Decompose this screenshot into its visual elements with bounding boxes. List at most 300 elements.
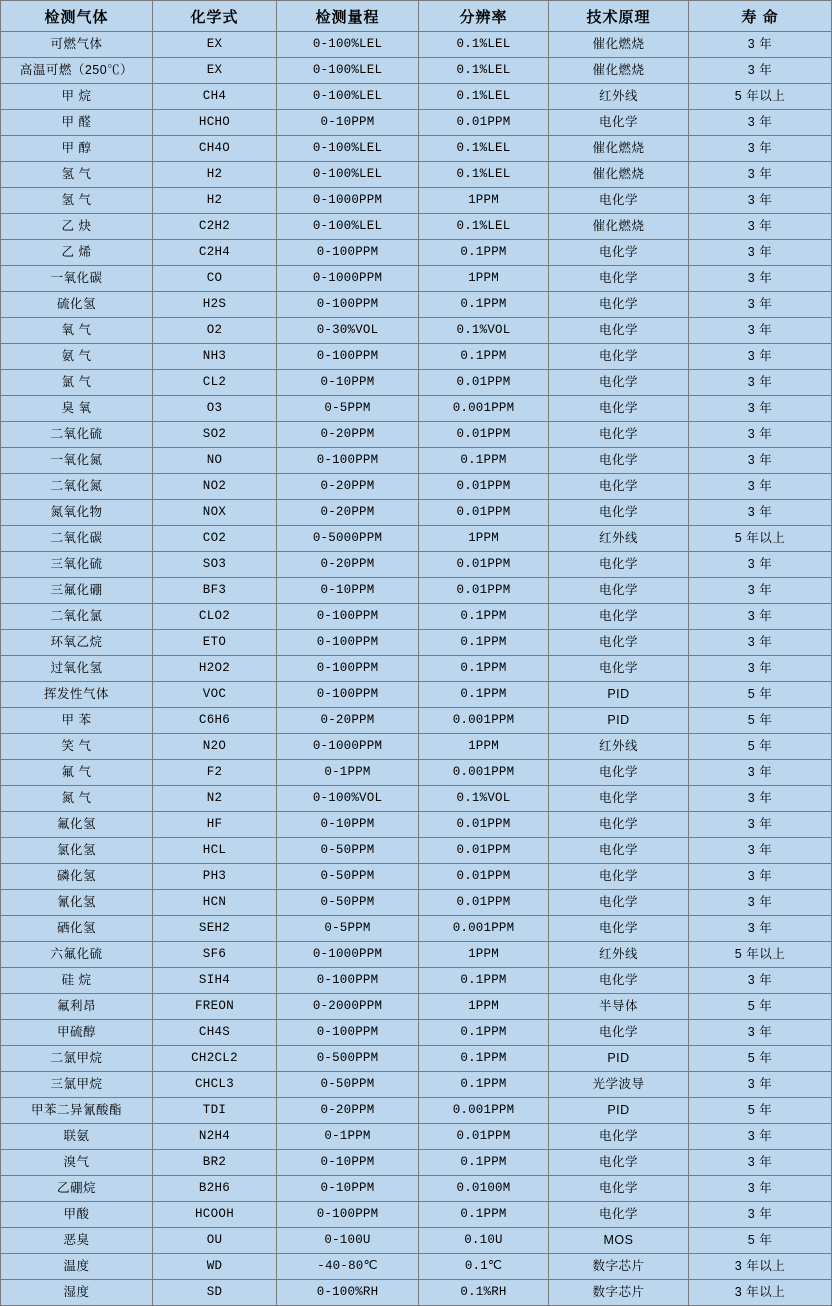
- cell-lifetime: 3 年: [689, 786, 832, 812]
- cell-resolution: 0.1PPM: [419, 630, 549, 656]
- cell-technology: 电化学: [549, 396, 689, 422]
- cell-resolution: 0.01PPM: [419, 890, 549, 916]
- cell-resolution: 0.1%LEL: [419, 32, 549, 58]
- cell-resolution: 0.01PPM: [419, 578, 549, 604]
- cell-technology: 红外线: [549, 526, 689, 552]
- cell-gas-name: 一氧化碳: [1, 266, 153, 292]
- table-row: [1, 864, 832, 890]
- cell-resolution: 0.1PPM: [419, 344, 549, 370]
- cell-technology: 催化燃烧: [549, 58, 689, 84]
- cell-lifetime: 3 年: [689, 448, 832, 474]
- cell-lifetime: 3 年: [689, 474, 832, 500]
- cell-lifetime: 3 年: [689, 318, 832, 344]
- cell-lifetime: 5 年: [689, 994, 832, 1020]
- column-header-resolution: 分辨率: [419, 1, 549, 32]
- cell-chemical-formula: H2S: [153, 292, 277, 318]
- cell-technology: 电化学: [549, 838, 689, 864]
- cell-resolution: 0.0100M: [419, 1176, 549, 1202]
- cell-gas-name: 笑 气: [1, 734, 153, 760]
- cell-gas-name: 甲苯二异氰酸酯: [1, 1098, 153, 1124]
- cell-technology: 催化燃烧: [549, 214, 689, 240]
- cell-technology: PID: [549, 708, 689, 734]
- cell-gas-name: 恶臭: [1, 1228, 153, 1254]
- cell-gas-name: 过氧化氢: [1, 656, 153, 682]
- cell-resolution: 0.1%VOL: [419, 786, 549, 812]
- cell-gas-name: 二氧化氯: [1, 604, 153, 630]
- cell-technology: 电化学: [549, 916, 689, 942]
- cell-lifetime: 3 年: [689, 864, 832, 890]
- table-row: [1, 578, 832, 604]
- cell-technology: 电化学: [549, 552, 689, 578]
- cell-technology: 电化学: [549, 656, 689, 682]
- table-row: [1, 552, 832, 578]
- cell-technology: 电化学: [549, 370, 689, 396]
- cell-chemical-formula: N2H4: [153, 1124, 277, 1150]
- cell-lifetime: 3 年: [689, 1150, 832, 1176]
- cell-resolution: 1PPM: [419, 266, 549, 292]
- cell-technology: 红外线: [549, 84, 689, 110]
- cell-lifetime: 3 年: [689, 292, 832, 318]
- cell-technology: 电化学: [549, 500, 689, 526]
- cell-gas-name: 甲 烷: [1, 84, 153, 110]
- table-row: [1, 1150, 832, 1176]
- cell-technology: 催化燃烧: [549, 32, 689, 58]
- table-row: [1, 240, 832, 266]
- cell-chemical-formula: SIH4: [153, 968, 277, 994]
- cell-chemical-formula: OU: [153, 1228, 277, 1254]
- table-row: [1, 682, 832, 708]
- cell-lifetime: 3 年: [689, 578, 832, 604]
- cell-chemical-formula: FREON: [153, 994, 277, 1020]
- table-row: [1, 370, 832, 396]
- cell-gas-name: 甲 醇: [1, 136, 153, 162]
- cell-chemical-formula: O2: [153, 318, 277, 344]
- table-row: [1, 838, 832, 864]
- cell-chemical-formula: WD: [153, 1254, 277, 1280]
- cell-lifetime: 3 年: [689, 1020, 832, 1046]
- table-row: [1, 1124, 832, 1150]
- cell-technology: PID: [549, 1046, 689, 1072]
- cell-measuring-range: 0-1PPM: [277, 1124, 419, 1150]
- cell-resolution: 0.001PPM: [419, 1098, 549, 1124]
- cell-technology: 电化学: [549, 266, 689, 292]
- cell-resolution: 0.1PPM: [419, 1072, 549, 1098]
- table-row: [1, 968, 832, 994]
- cell-gas-name: 氟化氢: [1, 812, 153, 838]
- table-row: [1, 994, 832, 1020]
- table-row: [1, 786, 832, 812]
- cell-measuring-range: 0-100%LEL: [277, 58, 419, 84]
- cell-measuring-range: 0-100PPM: [277, 240, 419, 266]
- cell-chemical-formula: NO2: [153, 474, 277, 500]
- cell-technology: 电化学: [549, 604, 689, 630]
- cell-resolution: 0.1%LEL: [419, 162, 549, 188]
- cell-measuring-range: 0-1000PPM: [277, 942, 419, 968]
- cell-gas-name: 一氧化氮: [1, 448, 153, 474]
- cell-technology: 电化学: [549, 188, 689, 214]
- cell-technology: 电化学: [549, 318, 689, 344]
- cell-chemical-formula: NOX: [153, 500, 277, 526]
- cell-measuring-range: 0-50PPM: [277, 890, 419, 916]
- cell-resolution: 0.01PPM: [419, 110, 549, 136]
- cell-measuring-range: 0-100PPM: [277, 1020, 419, 1046]
- table-row: [1, 890, 832, 916]
- cell-resolution: 0.1PPM: [419, 1150, 549, 1176]
- cell-chemical-formula: B2H6: [153, 1176, 277, 1202]
- cell-resolution: 0.01PPM: [419, 552, 549, 578]
- table-row: [1, 396, 832, 422]
- table-body: [1, 32, 832, 1306]
- cell-technology: 电化学: [549, 344, 689, 370]
- cell-resolution: 0.1PPM: [419, 656, 549, 682]
- cell-chemical-formula: EX: [153, 32, 277, 58]
- cell-resolution: 0.1℃: [419, 1254, 549, 1280]
- cell-gas-name: 氢 气: [1, 162, 153, 188]
- cell-chemical-formula: HCHO: [153, 110, 277, 136]
- cell-resolution: 0.1PPM: [419, 1202, 549, 1228]
- cell-lifetime: 3 年: [689, 422, 832, 448]
- cell-measuring-range: 0-20PPM: [277, 422, 419, 448]
- cell-gas-name: 硫化氢: [1, 292, 153, 318]
- cell-lifetime: 3 年: [689, 110, 832, 136]
- cell-chemical-formula: C2H4: [153, 240, 277, 266]
- cell-chemical-formula: PH3: [153, 864, 277, 890]
- cell-measuring-range: 0-100PPM: [277, 630, 419, 656]
- cell-chemical-formula: NO: [153, 448, 277, 474]
- table-row: [1, 656, 832, 682]
- cell-chemical-formula: CH2CL2: [153, 1046, 277, 1072]
- cell-technology: 电化学: [549, 578, 689, 604]
- cell-gas-name: 氟利昂: [1, 994, 153, 1020]
- cell-technology: 电化学: [549, 422, 689, 448]
- cell-gas-name: 湿度: [1, 1280, 153, 1306]
- cell-lifetime: 3 年: [689, 500, 832, 526]
- cell-gas-name: 氮氧化物: [1, 500, 153, 526]
- cell-measuring-range: 0-20PPM: [277, 1098, 419, 1124]
- cell-lifetime: 3 年: [689, 890, 832, 916]
- cell-chemical-formula: C2H2: [153, 214, 277, 240]
- cell-gas-name: 氮 气: [1, 786, 153, 812]
- cell-chemical-formula: CH4O: [153, 136, 277, 162]
- cell-gas-name: 氯 气: [1, 370, 153, 396]
- table-row: [1, 1176, 832, 1202]
- cell-chemical-formula: CO2: [153, 526, 277, 552]
- table-row: [1, 1228, 832, 1254]
- cell-gas-name: 氯化氢: [1, 838, 153, 864]
- cell-measuring-range: 0-50PPM: [277, 864, 419, 890]
- cell-technology: 电化学: [549, 474, 689, 500]
- cell-resolution: 0.01PPM: [419, 864, 549, 890]
- cell-measuring-range: 0-5000PPM: [277, 526, 419, 552]
- cell-chemical-formula: CO: [153, 266, 277, 292]
- cell-lifetime: 3 年: [689, 916, 832, 942]
- cell-technology: 半导体: [549, 994, 689, 1020]
- cell-lifetime: 3 年: [689, 760, 832, 786]
- cell-measuring-range: 0-5PPM: [277, 396, 419, 422]
- cell-resolution: 0.01PPM: [419, 812, 549, 838]
- cell-chemical-formula: HCN: [153, 890, 277, 916]
- cell-resolution: 0.01PPM: [419, 422, 549, 448]
- cell-resolution: 0.01PPM: [419, 500, 549, 526]
- cell-chemical-formula: HF: [153, 812, 277, 838]
- cell-technology: 电化学: [549, 1150, 689, 1176]
- cell-lifetime: 3 年: [689, 604, 832, 630]
- cell-resolution: 0.1%LEL: [419, 136, 549, 162]
- table-row: [1, 526, 832, 552]
- cell-gas-name: 氧 气: [1, 318, 153, 344]
- cell-lifetime: 3 年: [689, 1176, 832, 1202]
- cell-technology: 数字芯片: [549, 1254, 689, 1280]
- cell-resolution: 0.1PPM: [419, 682, 549, 708]
- table-row: [1, 1072, 832, 1098]
- cell-gas-name: 三氧化硫: [1, 552, 153, 578]
- table-row: [1, 734, 832, 760]
- cell-chemical-formula: F2: [153, 760, 277, 786]
- cell-lifetime: 3 年: [689, 214, 832, 240]
- cell-lifetime: 5 年: [689, 708, 832, 734]
- cell-resolution: 0.1PPM: [419, 448, 549, 474]
- cell-chemical-formula: N2O: [153, 734, 277, 760]
- cell-measuring-range: 0-10PPM: [277, 370, 419, 396]
- table-row: [1, 136, 832, 162]
- cell-lifetime: 5 年: [689, 1228, 832, 1254]
- cell-resolution: 1PPM: [419, 942, 549, 968]
- table-row: [1, 474, 832, 500]
- table-row: [1, 1098, 832, 1124]
- cell-lifetime: 3 年: [689, 552, 832, 578]
- cell-chemical-formula: N2: [153, 786, 277, 812]
- cell-technology: 电化学: [549, 630, 689, 656]
- column-header-lifetime: 寿 命: [689, 1, 832, 32]
- cell-resolution: 0.001PPM: [419, 916, 549, 942]
- cell-gas-name: 甲硫醇: [1, 1020, 153, 1046]
- cell-technology: 催化燃烧: [549, 136, 689, 162]
- cell-chemical-formula: CH4: [153, 84, 277, 110]
- cell-gas-name: 硒化氢: [1, 916, 153, 942]
- cell-measuring-range: 0-100PPM: [277, 968, 419, 994]
- cell-measuring-range: 0-100%LEL: [277, 84, 419, 110]
- cell-chemical-formula: BR2: [153, 1150, 277, 1176]
- table-row: [1, 1254, 832, 1280]
- cell-lifetime: 3 年: [689, 370, 832, 396]
- table-row: [1, 422, 832, 448]
- table-row: [1, 942, 832, 968]
- cell-lifetime: 3 年: [689, 136, 832, 162]
- cell-lifetime: 5 年以上: [689, 526, 832, 552]
- table-row: [1, 812, 832, 838]
- cell-technology: 催化燃烧: [549, 162, 689, 188]
- cell-lifetime: 3 年: [689, 656, 832, 682]
- cell-technology: 电化学: [549, 890, 689, 916]
- cell-lifetime: 3 年: [689, 58, 832, 84]
- table-row: [1, 630, 832, 656]
- cell-measuring-range: 0-50PPM: [277, 1072, 419, 1098]
- cell-measuring-range: 0-20PPM: [277, 500, 419, 526]
- cell-resolution: 0.001PPM: [419, 760, 549, 786]
- cell-gas-name: 可燃气体: [1, 32, 153, 58]
- cell-technology: 红外线: [549, 942, 689, 968]
- cell-gas-name: 环氧乙烷: [1, 630, 153, 656]
- table-row: [1, 708, 832, 734]
- cell-resolution: 0.01PPM: [419, 370, 549, 396]
- cell-chemical-formula: O3: [153, 396, 277, 422]
- cell-lifetime: 3 年: [689, 32, 832, 58]
- cell-measuring-range: 0-1PPM: [277, 760, 419, 786]
- cell-gas-name: 氨 气: [1, 344, 153, 370]
- cell-measuring-range: 0-100%VOL: [277, 786, 419, 812]
- cell-measuring-range: 0-10PPM: [277, 1150, 419, 1176]
- cell-gas-name: 氟 气: [1, 760, 153, 786]
- cell-measuring-range: 0-1000PPM: [277, 188, 419, 214]
- cell-resolution: 0.01PPM: [419, 1124, 549, 1150]
- cell-resolution: 0.1PPM: [419, 292, 549, 318]
- cell-lifetime: 3 年: [689, 838, 832, 864]
- cell-gas-name: 三氯甲烷: [1, 1072, 153, 1098]
- table-row: [1, 292, 832, 318]
- cell-technology: 电化学: [549, 1176, 689, 1202]
- cell-gas-name: 六氟化硫: [1, 942, 153, 968]
- cell-chemical-formula: HCL: [153, 838, 277, 864]
- column-header-technology: 技术原理: [549, 1, 689, 32]
- cell-chemical-formula: TDI: [153, 1098, 277, 1124]
- cell-lifetime: 5 年: [689, 1098, 832, 1124]
- column-header-gas-name: 检测气体: [1, 1, 153, 32]
- cell-gas-name: 二氧化氮: [1, 474, 153, 500]
- cell-measuring-range: 0-100PPM: [277, 656, 419, 682]
- cell-chemical-formula: SO2: [153, 422, 277, 448]
- cell-resolution: 0.1PPM: [419, 604, 549, 630]
- table-row: [1, 162, 832, 188]
- cell-measuring-range: 0-1000PPM: [277, 734, 419, 760]
- cell-technology: 电化学: [549, 864, 689, 890]
- cell-gas-name: 温度: [1, 1254, 153, 1280]
- table-row: [1, 1020, 832, 1046]
- cell-technology: 电化学: [549, 292, 689, 318]
- cell-lifetime: 3 年: [689, 266, 832, 292]
- cell-lifetime: 3 年: [689, 344, 832, 370]
- cell-chemical-formula: SF6: [153, 942, 277, 968]
- table-row: [1, 344, 832, 370]
- table-row: [1, 760, 832, 786]
- table-row: [1, 318, 832, 344]
- cell-lifetime: 3 年: [689, 968, 832, 994]
- cell-lifetime: 3 年: [689, 188, 832, 214]
- cell-resolution: 0.01PPM: [419, 838, 549, 864]
- cell-resolution: 1PPM: [419, 994, 549, 1020]
- cell-technology: 数字芯片: [549, 1280, 689, 1306]
- cell-resolution: 0.1PPM: [419, 968, 549, 994]
- cell-measuring-range: 0-100%LEL: [277, 136, 419, 162]
- cell-technology: 电化学: [549, 110, 689, 136]
- cell-gas-name: 溴气: [1, 1150, 153, 1176]
- table-row: [1, 84, 832, 110]
- cell-chemical-formula: NH3: [153, 344, 277, 370]
- cell-resolution: 1PPM: [419, 526, 549, 552]
- cell-measuring-range: 0-10PPM: [277, 578, 419, 604]
- cell-chemical-formula: H2: [153, 162, 277, 188]
- cell-gas-name: 硅 烷: [1, 968, 153, 994]
- cell-measuring-range: 0-100%LEL: [277, 214, 419, 240]
- cell-resolution: 0.1%LEL: [419, 84, 549, 110]
- cell-chemical-formula: CLO2: [153, 604, 277, 630]
- table-row: [1, 604, 832, 630]
- cell-measuring-range: 0-50PPM: [277, 838, 419, 864]
- table-row: [1, 58, 832, 84]
- table-row: [1, 1202, 832, 1228]
- cell-chemical-formula: CH4S: [153, 1020, 277, 1046]
- cell-lifetime: 5 年以上: [689, 84, 832, 110]
- cell-technology: 电化学: [549, 448, 689, 474]
- cell-technology: 电化学: [549, 760, 689, 786]
- cell-gas-name: 甲酸: [1, 1202, 153, 1228]
- cell-lifetime: 3 年: [689, 630, 832, 656]
- table-row: [1, 916, 832, 942]
- table-row: [1, 1046, 832, 1072]
- cell-lifetime: 3 年: [689, 1072, 832, 1098]
- cell-chemical-formula: CL2: [153, 370, 277, 396]
- cell-measuring-range: 0-10PPM: [277, 1176, 419, 1202]
- cell-gas-name: 甲 苯: [1, 708, 153, 734]
- cell-measuring-range: 0-1000PPM: [277, 266, 419, 292]
- cell-measuring-range: -40-80℃: [277, 1254, 419, 1280]
- cell-measuring-range: 0-100%LEL: [277, 162, 419, 188]
- cell-gas-name: 二氧化碳: [1, 526, 153, 552]
- cell-measuring-range: 0-20PPM: [277, 474, 419, 500]
- cell-measuring-range: 0-100PPM: [277, 344, 419, 370]
- cell-gas-name: 联氨: [1, 1124, 153, 1150]
- table-header: [1, 1, 832, 32]
- table-row: [1, 448, 832, 474]
- cell-measuring-range: 0-2000PPM: [277, 994, 419, 1020]
- cell-technology: 电化学: [549, 240, 689, 266]
- cell-gas-name: 二氯甲烷: [1, 1046, 153, 1072]
- cell-resolution: 0.001PPM: [419, 708, 549, 734]
- cell-resolution: 1PPM: [419, 734, 549, 760]
- cell-lifetime: 3 年: [689, 1124, 832, 1150]
- cell-gas-name: 乙 炔: [1, 214, 153, 240]
- column-header-chemical-formula: 化学式: [153, 1, 277, 32]
- cell-measuring-range: 0-20PPM: [277, 708, 419, 734]
- cell-gas-name: 乙硼烷: [1, 1176, 153, 1202]
- cell-lifetime: 3 年以上: [689, 1280, 832, 1306]
- cell-lifetime: 3 年: [689, 240, 832, 266]
- cell-resolution: 0.001PPM: [419, 396, 549, 422]
- table-row: [1, 266, 832, 292]
- cell-measuring-range: 0-100%LEL: [277, 32, 419, 58]
- cell-gas-name: 挥发性气体: [1, 682, 153, 708]
- cell-chemical-formula: C6H6: [153, 708, 277, 734]
- cell-technology: 光学波导: [549, 1072, 689, 1098]
- cell-measuring-range: 0-100PPM: [277, 604, 419, 630]
- cell-technology: PID: [549, 1098, 689, 1124]
- cell-chemical-formula: H2O2: [153, 656, 277, 682]
- cell-gas-name: 三氟化硼: [1, 578, 153, 604]
- cell-measuring-range: 0-100PPM: [277, 448, 419, 474]
- cell-measuring-range: 0-10PPM: [277, 812, 419, 838]
- cell-chemical-formula: H2: [153, 188, 277, 214]
- cell-measuring-range: 0-10PPM: [277, 110, 419, 136]
- cell-lifetime: 3 年: [689, 812, 832, 838]
- table-row: [1, 1280, 832, 1306]
- cell-chemical-formula: SO3: [153, 552, 277, 578]
- cell-measuring-range: 0-500PPM: [277, 1046, 419, 1072]
- cell-chemical-formula: CHCL3: [153, 1072, 277, 1098]
- cell-measuring-range: 0-100U: [277, 1228, 419, 1254]
- cell-chemical-formula: ETO: [153, 630, 277, 656]
- cell-resolution: 0.1PPM: [419, 240, 549, 266]
- cell-lifetime: 5 年: [689, 682, 832, 708]
- cell-resolution: 0.1PPM: [419, 1020, 549, 1046]
